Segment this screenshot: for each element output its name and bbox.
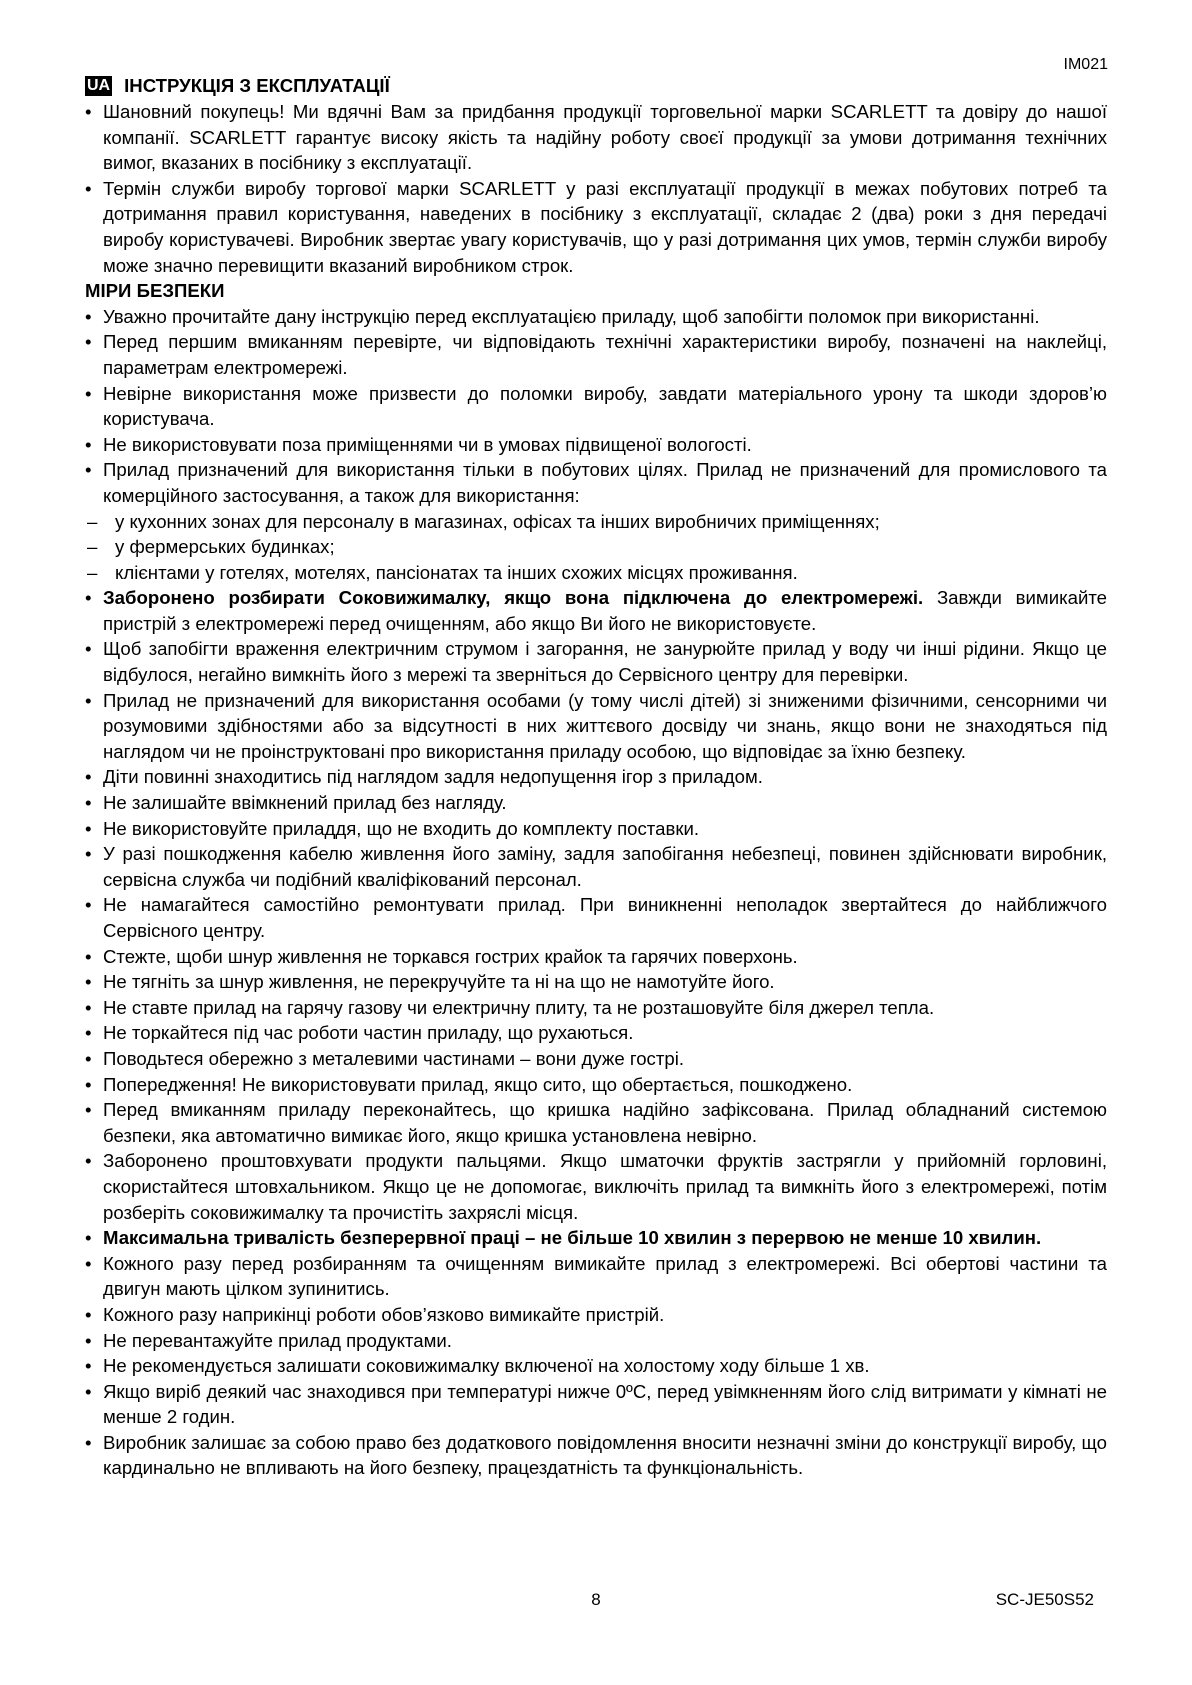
bullet-icon: • xyxy=(85,587,92,609)
bullet-icon: • xyxy=(85,1073,92,1095)
document-title: ІНСТРУКЦІЯ З ЕКСПЛУАТАЦІЇ xyxy=(124,75,390,97)
bullet-icon: • xyxy=(85,1252,92,1274)
dash-list-item: – у кухонних зонах для персоналу в магазинах, офісах та інших виробничих приміщеннях; xyxy=(85,509,1107,535)
list-item: • Кожного разу перед розбиранням та очищенням вимикайте прилад з електромережі. Всі обертові частини та двигун мають цілком зупинитись. xyxy=(85,1251,1107,1302)
list-item: • Не ставте прилад на гарячу газову чи електричну плиту, та не розташовуйте біля джерел тепла. xyxy=(85,995,1107,1021)
dash-icon: – xyxy=(87,561,98,583)
list-item: • Шановний покупець! Ми вдячні Вам за придбання продукції торговельної марки SCARLETT та довіру до нашої компанії. SCARLETT гарантує високу якість та надійну роботу своєї продукції за умови дотримання технічних вимог, вказаних в посібнику з експлуатації. xyxy=(85,99,1107,176)
list-item: • У разі пошкодження кабелю живлення його заміну, задля запобігання небезпеці, повинен здійснювати виробник, сервісна служба чи подібний кваліфікований персонал. xyxy=(85,841,1107,892)
bullet-icon: • xyxy=(85,177,92,199)
bullet-icon: • xyxy=(85,996,92,1018)
intro-list xyxy=(85,99,1107,278)
list-item: • Не використовувати поза приміщеннями чи в умовах підвищеної вологості. xyxy=(85,432,1107,458)
list-item: • Не рекомендується залишати соковижималку включеної на холостому ходу більше 1 хв. xyxy=(85,1353,1107,1379)
bullet-icon: • xyxy=(85,1431,92,1453)
list-item: • Поводьтеся обережно з металевими частинами – вони дуже гострі. xyxy=(85,1046,1107,1072)
bullet-icon: • xyxy=(85,971,92,993)
list-item: • Не перевантажуйте прилад продуктами. xyxy=(85,1328,1107,1354)
page-number: 8 xyxy=(591,1590,601,1609)
list-item: • Заборонено розбирати Соковижималку, якщо вона підключена до електромережі. Завжди вимикайте пристрій з електромережі перед очищенням, або якщо Ви його не використовуєте. xyxy=(85,585,1107,636)
list-item: • Прилад призначений для використання тільки в побутових цілях. Прилад не призначений для промислового та комерційного застосування, а також для використання: xyxy=(85,457,1107,508)
list-item: • Стежте, щоби шнур живлення не торкався гострих крайок та гарячих поверхонь. xyxy=(85,944,1107,970)
list-item: • Не торкайтеся під час роботи частин приладу, що рухаються. xyxy=(85,1020,1107,1046)
list-item: • Якщо виріб деякий час знаходився при температурі нижче 0ºС, перед увімкненням його слід витримати у кімнаті не менше 2 годин. xyxy=(85,1379,1107,1430)
bullet-icon: • xyxy=(85,305,92,327)
bullet-icon: • xyxy=(85,433,92,455)
section-heading: МІРИ БЕЗПЕКИ xyxy=(85,280,225,302)
list-item: • Щоб запобігти враження електричним струмом і загорання, не занурюйте прилад у воду чи інші рідини. Якщо це відбулося, негайно вимкніть його з мережі та зверніться до Сервісного центру для перевірки. xyxy=(85,636,1107,687)
document-body xyxy=(85,73,1107,1481)
list-item: • Заборонено проштовхувати продукти пальцями. Якщо шматочки фруктів застрягли у прийомній горловині, скористайтеся штовхальником. Якщо це не допомогає, виключіть прилад та вимкніть його з електромережі, потім розберіть соковижималку та прочистіть захряслі місця. xyxy=(85,1148,1107,1225)
list-item: • Перед вмиканням приладу переконайтесь, що кришка надійно зафіксована. Прилад обладнаний системою безпеки, яка автоматично вимикає його, якщо кришка установлена невірно. xyxy=(85,1097,1107,1148)
bullet-icon: • xyxy=(85,1047,92,1069)
bullet-icon: • xyxy=(85,638,92,660)
bullet-icon: • xyxy=(85,945,92,967)
bullet-icon: • xyxy=(85,101,92,122)
list-item: • Попередження! Не використовувати прилад, якщо сито, що обертається, пошкоджено. xyxy=(85,1072,1107,1098)
bullet-icon: • xyxy=(85,894,92,916)
bullet-icon: • xyxy=(85,843,92,865)
bullet-icon: • xyxy=(85,459,92,481)
dash-icon: – xyxy=(87,510,98,532)
list-item: • Не використовуйте приладдя, що не входить до комплекту поставки. xyxy=(85,816,1107,842)
list-item: • Виробник залишає за собою право без додаткового повідомлення вносити незначні зміни до конструкції виробу, що кардинально не впливають на його безпеку, працездатність та функціональність. xyxy=(85,1430,1107,1481)
bullet-icon: • xyxy=(85,1022,92,1044)
bullet-icon: • xyxy=(85,689,92,711)
bullet-icon: • xyxy=(85,766,92,788)
list-item: • Діти повинні знаходитись під наглядом задля недопущення ігор з приладом. xyxy=(85,764,1107,790)
bullet-icon: • xyxy=(85,1150,92,1172)
list-item: • Прилад не призначений для використання особами (у тому числі дітей) зі зниженими фізичними, сенсорними чи розумовими здібностями або за відсутності в них життєвого досвіду чи знань, якщо вони не знаходяться під наглядом чи не проінструктовані про використання приладу особою, що відповідає за їхню безпеку. xyxy=(85,688,1107,765)
bullet-icon: • xyxy=(85,1303,92,1325)
list-item: • Уважно прочитайте дану інструкцію перед експлуатацією приладу, щоб запобігти поломок при використанні. xyxy=(85,304,1107,330)
bullet-icon: • xyxy=(85,1355,92,1377)
list-item: • Термін служби виробу торгової марки SCARLETT у разі експлуатації продукції в межах побутових потреб та дотримання правил користування, наведених в посібнику з експлуатації, складає 2 (два) роки з дня передачі виробу користувачеві. Виробник звертає увагу користувачів, що у разі дотримання цих умов, термін служби виробу може значно перевищити вказаний виробником строк. xyxy=(85,176,1107,278)
dash-list-item: – клієнтами у готелях, мотелях, пансіонатах та інших схожих місцях проживання. xyxy=(85,560,1107,586)
list-item: • Кожного разу наприкінці роботи обов’язково вимикайте пристрій. xyxy=(85,1302,1107,1328)
list-item: • Не залишайте ввімкнений прилад без нагляду. xyxy=(85,790,1107,816)
bullet-icon: • xyxy=(85,1380,92,1402)
model-number: SC-JE50S52 xyxy=(995,1590,1094,1609)
list-item: • Не намагайтеся самостійно ремонтувати прилад. При виникненні неполадок звертайтеся до найближчого Сервісного центру. xyxy=(85,892,1107,943)
dash-list-item: – у фермерських будинках; xyxy=(85,534,1107,560)
language-badge: UA xyxy=(87,77,111,94)
bullet-icon: • xyxy=(85,382,92,404)
bullet-icon: • xyxy=(85,792,92,814)
bullet-icon: • xyxy=(85,331,92,353)
list-item: • Максимальна тривалість безперервної праці – не більше 10 хвилин з перервою не менше 10 хвилин. xyxy=(85,1225,1107,1251)
bullet-icon: • xyxy=(85,1329,92,1351)
bullet-icon: • xyxy=(85,1099,92,1121)
bullet-icon: • xyxy=(85,1227,92,1249)
list-item: • Не тягніть за шнур живлення, не перекручуйте та ні на що не намотуйте його. xyxy=(85,969,1107,995)
document-code: IM021 xyxy=(1063,56,1108,73)
list-item: • Невірне використання може призвести до поломки виробу, завдати матеріального урону та шкоди здоров’ю користувача. xyxy=(85,381,1107,432)
list-item: • Перед першим вмиканням перевірте, чи відповідають технічні характеристики виробу, позначені на наклейці, параметрам електромережі. xyxy=(85,329,1107,380)
title-row xyxy=(85,73,1107,99)
bullet-icon: • xyxy=(85,817,92,839)
safety-list xyxy=(85,304,1107,1481)
dash-icon: – xyxy=(87,536,98,558)
